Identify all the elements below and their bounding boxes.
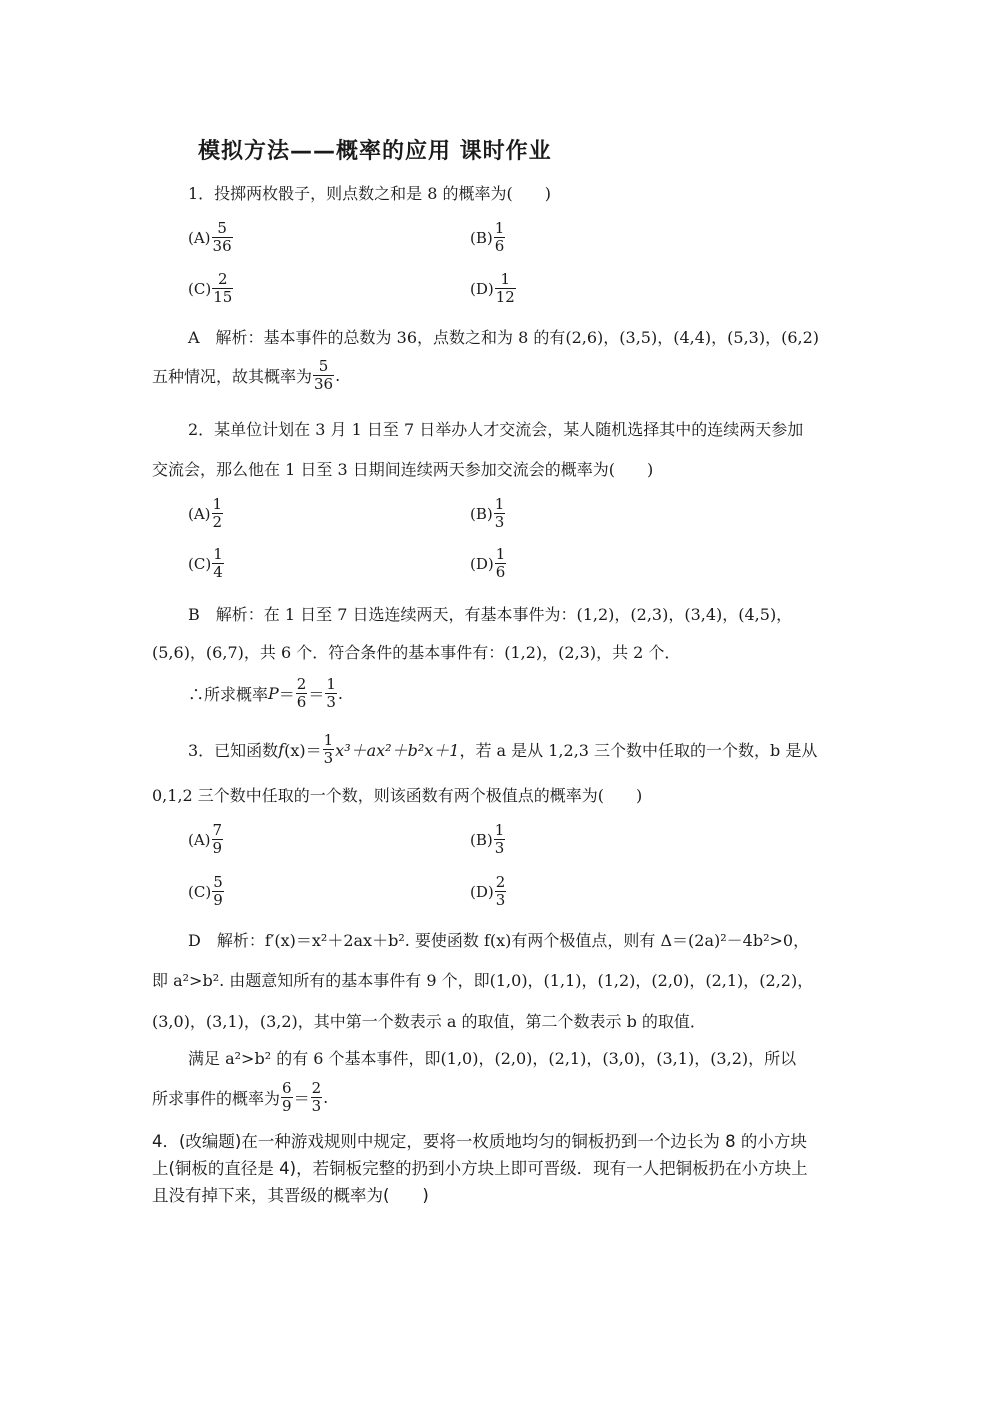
probability-symbol: P bbox=[268, 684, 279, 703]
numerator: 1 bbox=[500, 270, 511, 288]
denominator: 3 bbox=[495, 891, 506, 909]
answer-text: ∴所求概率 bbox=[188, 685, 269, 704]
stem-text: ，若 a 是从 1,2,3 三个数中任取的一个数，b 是从 bbox=[459, 741, 818, 760]
denominator: 3 bbox=[323, 749, 334, 767]
denominator: 3 bbox=[311, 1097, 322, 1115]
stem-text: 3．已知函数 bbox=[188, 741, 279, 760]
q1-option-b bbox=[470, 220, 506, 255]
q3-stem-line-1 bbox=[188, 732, 817, 767]
numerator: 1 bbox=[494, 495, 505, 513]
answer-fraction-2 bbox=[325, 676, 337, 711]
denominator: 36 bbox=[212, 237, 232, 255]
q3-option-d bbox=[470, 874, 507, 909]
q2-answer-line-1: B 解析：在 1 日至 7 日选连续两天，有基本事件为：(1,2)，(2,3)，(3,4)，(4,5)， bbox=[188, 605, 793, 624]
function-name: f bbox=[278, 740, 285, 759]
q2-option-b bbox=[470, 496, 506, 531]
q2-option-a bbox=[188, 496, 224, 531]
option-fraction bbox=[212, 822, 224, 857]
function-arg: (x)＝ bbox=[284, 741, 322, 760]
numerator: 5 bbox=[213, 873, 223, 891]
q3-answer-line-1: D 解析：f′(x)＝x²＋2ax＋b². 要使函数 f(x)有两个极值点，则有 Δ＝(2a)²－4b²>0， bbox=[188, 931, 810, 950]
option-fraction bbox=[212, 874, 224, 909]
option-fraction bbox=[495, 271, 516, 306]
q1-answer-line-2 bbox=[152, 358, 340, 393]
q2-stem-line-1: 2．某单位计划在 3 月 1 日至 7 日举办人才交流会，某人随机选择其中的连续两天参加 bbox=[188, 420, 804, 439]
option-label: (D) bbox=[470, 882, 494, 901]
denominator: 9 bbox=[213, 891, 223, 909]
denominator: 3 bbox=[494, 839, 505, 857]
numerator: 1 bbox=[213, 545, 223, 563]
q2-option-c bbox=[188, 546, 225, 581]
option-fraction bbox=[212, 546, 224, 581]
numerator: 5 bbox=[217, 219, 227, 237]
option-fraction bbox=[212, 496, 224, 531]
numerator: 5 bbox=[318, 357, 329, 375]
q1-option-a bbox=[188, 220, 234, 255]
q2-stem-line-2: 交流会，那么他在 1 日至 3 日期间连续两天参加交流会的概率为( ) bbox=[152, 460, 654, 479]
denominator: 3 bbox=[326, 693, 336, 711]
option-label: (A) bbox=[188, 228, 211, 247]
numerator: 2 bbox=[311, 1079, 322, 1097]
option-label: (D) bbox=[470, 279, 494, 298]
option-fraction bbox=[212, 220, 233, 255]
q1-answer-line-1: A 解析：基本事件的总数为 36，点数之和为 8 的有(2,6)，(3,5)，(4,4)，(5,3)，(6,2) bbox=[188, 328, 820, 347]
answer-period: . bbox=[323, 1088, 329, 1107]
q3-option-c bbox=[188, 874, 225, 909]
option-fraction bbox=[494, 220, 506, 255]
answer-fraction-2 bbox=[311, 1080, 323, 1115]
q3-answer-line-4: 满足 a²>b² 的有 6 个基本事件，即(1,0)，(2,0)，(2,1)，(3,0)，(3,1)，(3,2)，所以 bbox=[188, 1049, 797, 1068]
answer-fraction bbox=[313, 358, 334, 393]
option-label: (B) bbox=[470, 504, 493, 523]
numerator: 1 bbox=[495, 545, 506, 563]
numerator: 1 bbox=[494, 821, 505, 839]
denominator: 6 bbox=[495, 563, 506, 581]
equals-sign: ＝ bbox=[293, 1089, 310, 1108]
denominator: 9 bbox=[212, 839, 223, 857]
q3-option-a bbox=[188, 822, 224, 857]
option-fraction bbox=[495, 546, 507, 581]
denominator: 6 bbox=[296, 693, 307, 711]
option-label: (C) bbox=[188, 554, 212, 573]
option-label: (B) bbox=[470, 830, 493, 849]
denominator: 3 bbox=[494, 513, 505, 531]
stem-fraction bbox=[323, 732, 335, 767]
answer-period: . bbox=[337, 684, 343, 703]
answer-text: 五种情况，故其概率为 bbox=[152, 367, 313, 386]
numerator: 7 bbox=[212, 821, 223, 839]
numerator: 1 bbox=[326, 675, 336, 693]
q1-stem: 1．投掷两枚骰子，则点数之和是 8 的概率为( ) bbox=[188, 184, 552, 203]
option-label: (B) bbox=[470, 228, 493, 247]
option-fraction bbox=[494, 496, 506, 531]
denominator: 9 bbox=[282, 1097, 292, 1115]
q3-stem-line-2: 0,1,2 三个数中任取的一个数，则该函数有两个极值点的概率为( ) bbox=[152, 786, 643, 805]
denominator: 2 bbox=[212, 513, 223, 531]
option-label: (A) bbox=[188, 504, 211, 523]
page-title: 模拟方法——概率的应用 课时作业 bbox=[198, 139, 552, 164]
q3-option-b bbox=[470, 822, 506, 857]
option-label: (C) bbox=[188, 882, 212, 901]
option-label: (D) bbox=[470, 554, 494, 573]
answer-period: . bbox=[335, 366, 341, 385]
q3-answer-line-2: 即 a²>b². 由题意知所有的基本事件有 9 个，即(1,0)，(1,1)，(1,2)，(2,0)，(2,1)，(2,2)， bbox=[152, 971, 814, 990]
q3-answer-line-3: (3,0)，(3,1)，(3,2)，其中第一个数表示 a 的取值，第二个数表示 b 的取值． bbox=[152, 1012, 706, 1031]
option-label: (C) bbox=[188, 279, 212, 298]
option-fraction bbox=[212, 271, 233, 306]
equals-sign: ＝ bbox=[308, 685, 325, 704]
numerator: 1 bbox=[323, 731, 334, 749]
answer-text: 所求事件的概率为 bbox=[152, 1089, 281, 1108]
denominator: 15 bbox=[213, 288, 233, 306]
numerator: 2 bbox=[217, 270, 228, 288]
q4-stem-line-3: 且没有掉下来，其晋级的概率为( ) bbox=[152, 1186, 429, 1205]
q4-stem-line-2: 上(铜板的直径是 4)，若铜板完整的扔到小方块上即可晋级．现有一人把铜板扔在小方块上 bbox=[152, 1159, 808, 1178]
q2-answer-line-2: (5,6)，(6,7)，共 6 个．符合条件的基本事件有：(1,2)，(2,3)，共 2 个． bbox=[152, 643, 681, 662]
option-fraction bbox=[494, 822, 506, 857]
q1-option-c bbox=[188, 271, 234, 306]
denominator: 6 bbox=[494, 237, 505, 255]
option-label: (A) bbox=[188, 830, 211, 849]
q2-answer-line-3 bbox=[188, 676, 343, 711]
answer-fraction-1 bbox=[296, 676, 308, 711]
q2-option-d bbox=[470, 546, 507, 581]
function-expression: x³＋ax²＋b²x＋1 bbox=[335, 741, 460, 760]
q4-stem-line-1: 4．(改编题)在一种游戏规则中规定，要将一枚质地均匀的铜板扔到一个边长为 8 的小方块 bbox=[152, 1132, 807, 1151]
q3-answer-line-5 bbox=[152, 1080, 328, 1115]
option-fraction bbox=[495, 874, 507, 909]
q1-option-d bbox=[470, 271, 517, 306]
denominator: 4 bbox=[213, 563, 223, 581]
denominator: 12 bbox=[495, 288, 515, 306]
numerator: 2 bbox=[495, 873, 506, 891]
numerator: 1 bbox=[212, 495, 223, 513]
numerator: 6 bbox=[282, 1079, 292, 1097]
denominator: 36 bbox=[314, 375, 334, 393]
numerator: 1 bbox=[494, 219, 505, 237]
answer-fraction-1 bbox=[281, 1080, 293, 1115]
numerator: 2 bbox=[296, 675, 307, 693]
equals-sign: ＝ bbox=[278, 685, 295, 704]
